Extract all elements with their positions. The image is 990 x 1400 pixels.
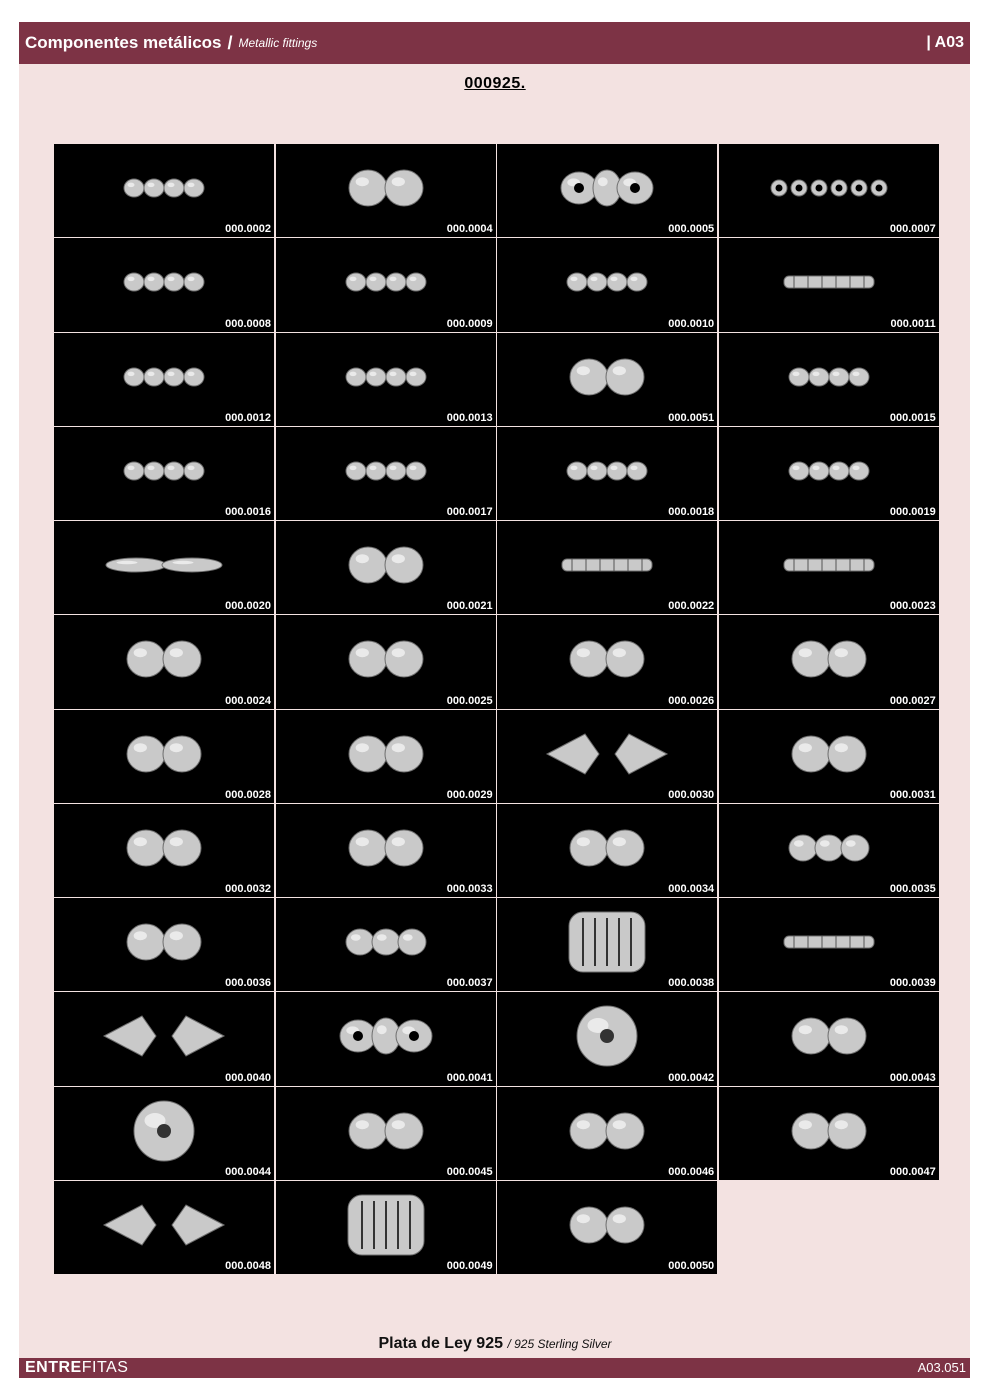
product-code: 000.0027 — [889, 694, 936, 707]
product-code: 000.0008 — [225, 317, 271, 330]
product-tile — [719, 992, 939, 1085]
product-code: 000.0005 — [668, 223, 715, 236]
product-tile — [719, 898, 939, 991]
product-code: 000.0007 — [889, 223, 936, 236]
product-code: 000.0038 — [668, 977, 715, 990]
header-subtitle: Metallic fittings — [238, 36, 318, 50]
product-tile — [276, 992, 496, 1085]
product-tile — [497, 710, 717, 803]
footer-bar — [19, 1358, 970, 1378]
product-tile — [54, 238, 274, 331]
product-code: 000.0017 — [446, 506, 493, 518]
product-tile — [276, 615, 496, 708]
product-tile — [497, 992, 717, 1085]
product-code: 000.0046 — [668, 1165, 715, 1178]
product-tile — [497, 333, 717, 426]
product-code: 000.0002 — [225, 223, 271, 236]
product-tile — [54, 804, 274, 897]
product-code: 000.0024 — [225, 694, 271, 707]
product-code: 000.0036 — [225, 977, 271, 990]
product-tile — [719, 710, 939, 803]
product-tile — [54, 427, 274, 520]
product-code: 000.0040 — [225, 1071, 271, 1084]
product-code: 000.0025 — [446, 694, 493, 707]
product-tile — [276, 144, 496, 237]
product-tile — [497, 804, 717, 897]
product-tile — [497, 1087, 717, 1180]
material-note — [0, 1335, 990, 1353]
brand-bold: ENTRE — [25, 1359, 82, 1376]
product-code: 000.0013 — [446, 411, 493, 424]
product-tile — [276, 1181, 496, 1274]
product-tile — [54, 898, 274, 991]
product-code: 000.0019 — [889, 506, 936, 518]
product-code: 000.0049 — [446, 1260, 493, 1272]
product-tile — [54, 333, 274, 426]
product-tile — [276, 521, 496, 614]
product-tile — [54, 1181, 274, 1274]
product-tile — [276, 710, 496, 803]
product-tile — [719, 615, 939, 708]
product-code: 000.0022 — [668, 600, 715, 613]
material-title: Plata de Ley 925 — [378, 1335, 503, 1352]
product-code: 000.0044 — [225, 1165, 271, 1178]
product-code: 000.0034 — [668, 883, 715, 895]
product-code: 000.0011 — [890, 317, 936, 330]
product-code: 000.0004 — [446, 223, 493, 236]
product-tile — [719, 333, 939, 426]
product-code: 000.0018 — [668, 506, 715, 518]
product-code: 000.0009 — [446, 317, 493, 330]
product-code: 000.0047 — [889, 1165, 936, 1178]
product-tile — [276, 804, 496, 897]
product-tile — [497, 144, 717, 237]
product-code: 000.0041 — [446, 1071, 493, 1084]
product-code: 000.0048 — [225, 1260, 271, 1272]
product-tile — [276, 333, 496, 426]
product-code: 000.0051 — [668, 411, 715, 424]
product-code: 000.0012 — [225, 411, 271, 424]
product-code: 000.0020 — [225, 600, 271, 613]
product-code: 000.0045 — [446, 1165, 493, 1178]
product-code: 000.0030 — [668, 788, 715, 801]
brand-logo — [25, 1359, 128, 1377]
product-tile — [54, 521, 274, 614]
product-tile — [719, 804, 939, 897]
product-code: 000.0031 — [889, 788, 936, 801]
product-code: 000.0035 — [889, 883, 936, 895]
header-bar — [19, 22, 970, 64]
product-code: 000.0023 — [889, 600, 936, 613]
reference-number: 000925. — [464, 75, 526, 92]
product-tile — [276, 898, 496, 991]
product-code: 000.0028 — [225, 788, 271, 801]
product-tile — [719, 144, 939, 237]
product-tile — [497, 1181, 717, 1274]
product-tile — [276, 427, 496, 520]
product-code: 000.0015 — [889, 411, 936, 424]
section-code: | A03 — [926, 34, 964, 51]
page-number: A03.051 — [917, 1360, 966, 1375]
product-code: 000.0042 — [668, 1071, 715, 1084]
product-code: 000.0021 — [446, 600, 493, 613]
product-code: 000.0032 — [225, 883, 271, 895]
product-tile — [54, 615, 274, 708]
product-tile — [719, 1087, 939, 1180]
product-code: 000.0050 — [668, 1260, 715, 1272]
product-tile — [719, 521, 939, 614]
product-tile — [276, 238, 496, 331]
header-title: Componentes metálicos — [25, 33, 222, 52]
product-code: 000.0037 — [446, 977, 493, 990]
product-tile — [497, 898, 717, 991]
product-tile — [54, 710, 274, 803]
product-tile — [276, 1087, 496, 1180]
header-separator: / — [227, 32, 233, 53]
product-code: 000.0010 — [668, 317, 715, 330]
product-code: 000.0026 — [668, 694, 715, 707]
product-tile — [54, 992, 274, 1085]
product-code: 000.0033 — [446, 883, 493, 895]
product-tile — [497, 238, 717, 331]
product-code: 000.0029 — [446, 788, 493, 801]
product-tile — [54, 1087, 274, 1180]
brand-light: FITAS — [81, 1359, 129, 1376]
product-code: 000.0016 — [225, 506, 271, 518]
product-tile — [54, 144, 274, 237]
material-subtitle: / 925 Sterling Silver — [507, 1337, 612, 1351]
product-tile — [497, 427, 717, 520]
product-tile — [719, 427, 939, 520]
product-code: 000.0043 — [889, 1071, 936, 1084]
product-tile — [497, 615, 717, 708]
product-tile — [719, 238, 939, 331]
product-tile — [497, 521, 717, 614]
product-grid — [54, 144, 939, 1275]
product-code: 000.0039 — [889, 977, 936, 990]
